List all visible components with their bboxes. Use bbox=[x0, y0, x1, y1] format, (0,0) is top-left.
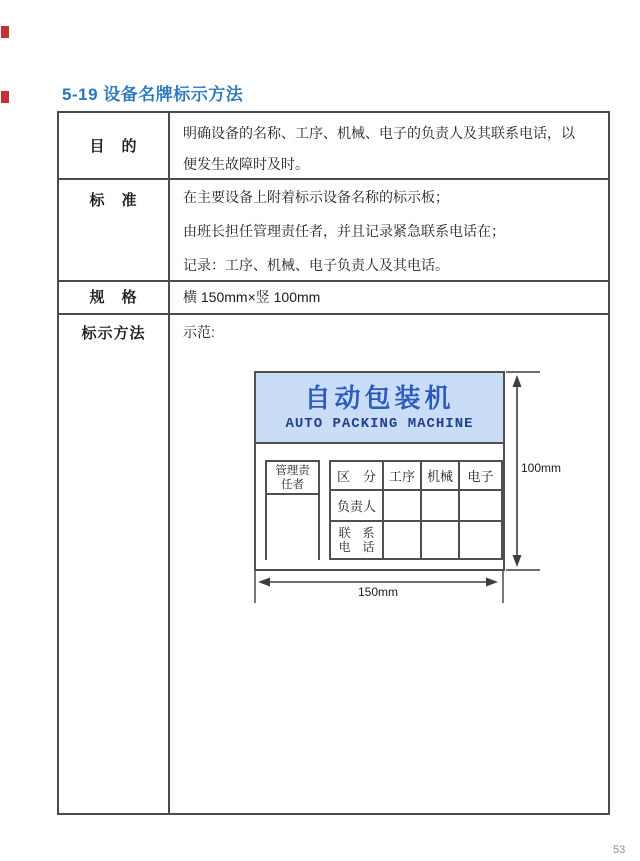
empty-cell bbox=[422, 491, 460, 522]
table-row-standard bbox=[59, 180, 608, 282]
page-title: 5-19 设备名牌标示方法 bbox=[62, 85, 244, 104]
page-number: 53 bbox=[613, 844, 626, 856]
empty-cell bbox=[460, 522, 501, 558]
standard-text-line: 由班长担任管理责任者，并且记录紧急联系电话在； bbox=[183, 223, 505, 239]
red-margin-mark bbox=[1, 91, 9, 103]
purpose-text-line: 明确设备的名称、工序、机械、电子的负责人及其联系电话，以 bbox=[183, 125, 575, 141]
row-label-standard: 标 准 bbox=[59, 180, 170, 280]
grid-header-category: 区 分 bbox=[331, 462, 384, 491]
grid-label-contact: 联 系 电 话 bbox=[331, 522, 384, 558]
grid-label-responsible: 负责人 bbox=[331, 491, 384, 522]
machine-name-cn: 自动包装机 bbox=[304, 383, 455, 413]
empty-cell bbox=[422, 522, 460, 558]
row-content-method bbox=[170, 315, 608, 813]
contact-grid bbox=[329, 460, 503, 560]
table-row-purpose bbox=[59, 113, 608, 180]
nameplate bbox=[254, 371, 505, 571]
standard-text-line: 记录：工序、机械、电子负责人及其电话。 bbox=[183, 257, 449, 273]
red-margin-mark bbox=[1, 26, 9, 38]
width-dimension-label: 150mm bbox=[357, 585, 398, 599]
row-content-purpose bbox=[170, 113, 608, 178]
height-dimension-label: 100mm bbox=[521, 461, 562, 475]
row-label-method: 标示方法 bbox=[59, 315, 170, 813]
row-label-spec: 规 格 bbox=[59, 282, 170, 313]
machine-name-en: AUTO PACKING MACHINE bbox=[285, 416, 474, 432]
standard-text-line: 在主要设备上附着标示设备名称的标示板； bbox=[183, 189, 449, 205]
grid-header-electronic: 电子 bbox=[460, 462, 501, 491]
nameplate-diagram bbox=[254, 371, 566, 621]
empty-cell bbox=[384, 491, 422, 522]
row-content-spec bbox=[170, 282, 608, 313]
nameplate-header bbox=[256, 373, 503, 444]
spec-text-line: 横 150mm×竖 100mm bbox=[183, 289, 321, 305]
demo-caption: 示范: bbox=[183, 324, 215, 340]
empty-cell bbox=[384, 522, 422, 558]
row-label-purpose: 目 的 bbox=[59, 113, 170, 178]
manager-box bbox=[265, 460, 320, 560]
manager-box-label: 管理责 任者 bbox=[267, 462, 318, 495]
purpose-text-line: 便发生故障时及时。 bbox=[183, 156, 309, 172]
table-row-spec bbox=[59, 282, 608, 315]
grid-header-mechanical: 机械 bbox=[422, 462, 460, 491]
spec-table bbox=[57, 111, 610, 815]
grid-header-process: 工序 bbox=[384, 462, 422, 491]
empty-cell bbox=[460, 491, 501, 522]
row-content-standard bbox=[170, 180, 608, 280]
table-row-method bbox=[59, 315, 608, 813]
